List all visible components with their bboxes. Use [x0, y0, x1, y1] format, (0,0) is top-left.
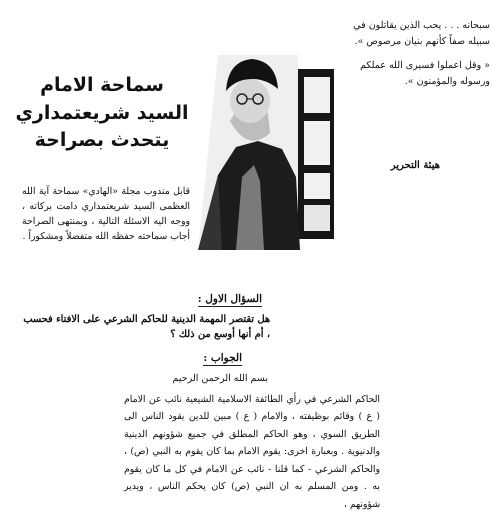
intro-paragraph: قابل مندوب مجلة «الهادي» سماحة آية الله العظمى السيد شريعتمداري دامت بركاته ، ووجه اليه الاسئلة التالية ، وبمنتهى الصراحة أجاب سماحته حفظه الله متفضلاً ومشكوراً .: [22, 186, 190, 243]
question-text: هل تقتصر المهمة الدينية للحاكم الشرعي على الافتاء فحسب ، أم أنها أوسع من ذلك ؟: [23, 314, 270, 341]
answer-text: الحاكم الشرعي في رأي الطائفة الاسلامية الشيعية نائب عن الامام ( ع ) وقائم بوظيفته ، والامام ( ع ) مبين للدين يقود الناس الى الطريق السوي ، وهو الحاكم المطلق في جميع شؤونهم الدينية والدنيوية . وبعبارة اخرى: يقوم الامام بما كان يقوم به النبي (ص) ، والحاكم الشرعي - كما قلنا - نائب عن الامام في كل ما كان يقوم به . ومن المسلم به ان النبي (ص) كان يحكم الناس ، ويدير شؤونهم ،: [124, 394, 380, 510]
portrait-photo: [178, 55, 336, 250]
quote-text-1: سبحانه . . . يحب الذين يقاتلون في سبيله صفاً كأنهم بنيان مرصوص ».: [353, 20, 490, 48]
quran-quote: [340, 18, 490, 91]
headline-line-2: السيد شريعتمداري: [15, 101, 189, 124]
question-label: السؤال الاول :: [197, 293, 262, 305]
basmala: بسم الله الرحمن الرحيم: [172, 373, 268, 384]
editorial-board-signature: هيئة التحرير: [390, 160, 440, 171]
answer-label: الجواب :: [203, 352, 242, 364]
headline-line-3: يتحدث بصراحة: [34, 129, 170, 152]
quote-text-2: « وقل اعملوا فسيرى الله عملكم ورسوله والمؤمنون ».: [360, 60, 490, 88]
headline-line-1: سماحة الامام: [40, 74, 164, 96]
headline: [14, 72, 190, 155]
